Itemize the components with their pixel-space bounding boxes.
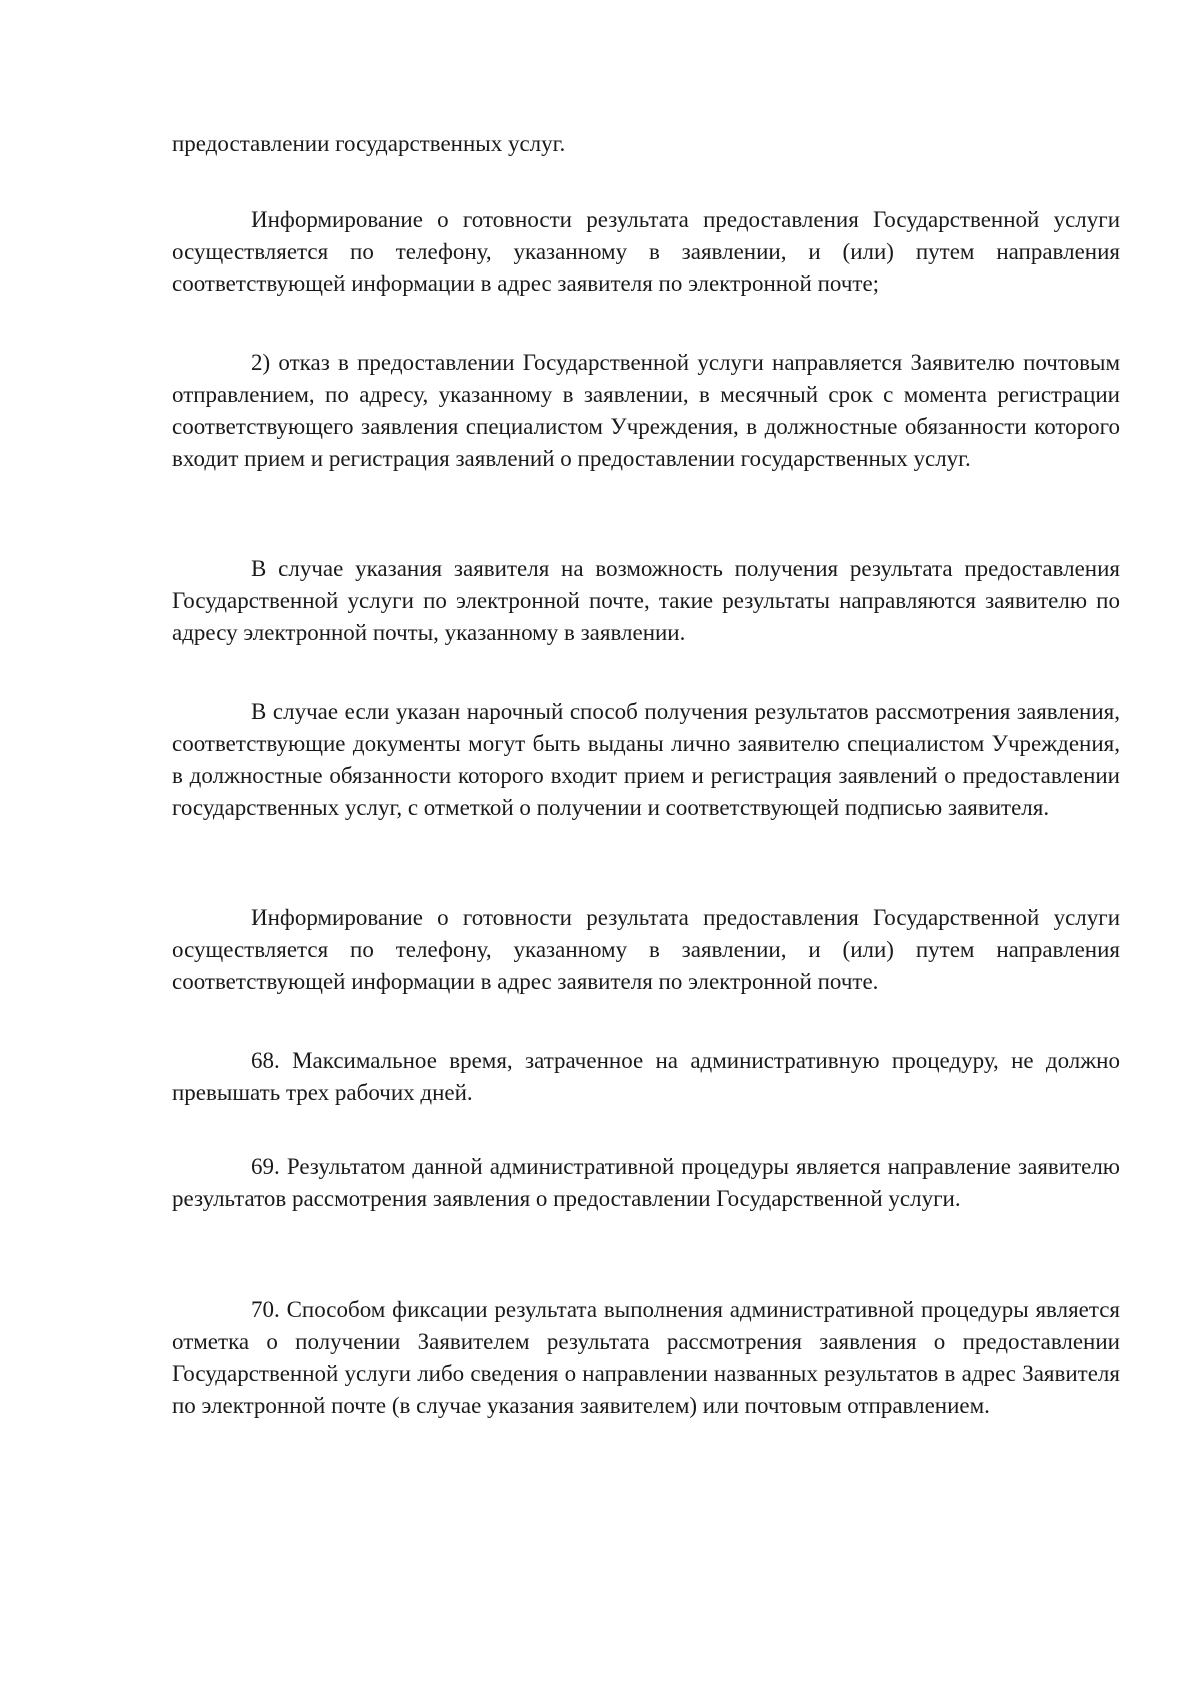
paragraph-notification-info-repeat: Информирование о готовности результата предоставления Государственной услуги осуществляется по телефону, указанному в заявлении, и (или) путем направления соответствующей информации в адрес заявителя по электронной почте.: [172, 905, 1120, 994]
paragraph-item-69: 69. Результатом данной административной процедуры является направление заявителю результатов рассмотрения заявления о предоставлении Государственной услуги.: [172, 1154, 1120, 1211]
paragraph-notification-info: Информирование о готовности результата предоставления Государственной услуги осуществляется по телефону, указанному в заявлении, и (или) путем направления соответствующей информации в адрес заявителя по электронной почте;: [172, 207, 1120, 296]
paragraph-in-person-result: В случае если указан нарочный способ получения результатов рассмотрения заявления, соответствующие документы могут быть выданы лично заявителю специалистом Учреждения, в должностные обязанности которого входит прием и регистрация заявлений о предоставлении государственных услуг, с отметкой о получении и соответствующей подписью заявителя.: [172, 699, 1120, 820]
paragraph-continuation: предоставлении государственных услуг.: [172, 131, 566, 156]
paragraph-email-result: В случае указания заявителя на возможность получения результата предоставления Государственной услуги по электронной почте, такие результаты направляются заявителю по адресу электронной почты, указанному в заявлении.: [172, 556, 1120, 645]
paragraph-item-68: 68. Максимальное время, затраченное на административную процедуру, не должно превышать трех рабочих дней.: [172, 1048, 1120, 1105]
paragraph-refusal-mail: 2) отказ в предоставлении Государственной услуги направляется Заявителю почтовым отправлением, по адресу, указанному в заявлении, в месячный срок с момента регистрации соответствующего заявления специалистом Учреждения, в должностные обязанности которого входит прием и регистрация заявлений о предоставлении государственных услуг.: [172, 350, 1120, 471]
paragraph-item-70: 70. Способом фиксации результата выполнения административной процедуры является отметка о получении Заявителем результата рассмотрения заявления о предоставлении Государственной услуги либо сведения о направлении названных результатов в адрес Заявителя по электронной почте (в случае указания заявителем) или почтовым отправлением.: [172, 1297, 1120, 1418]
